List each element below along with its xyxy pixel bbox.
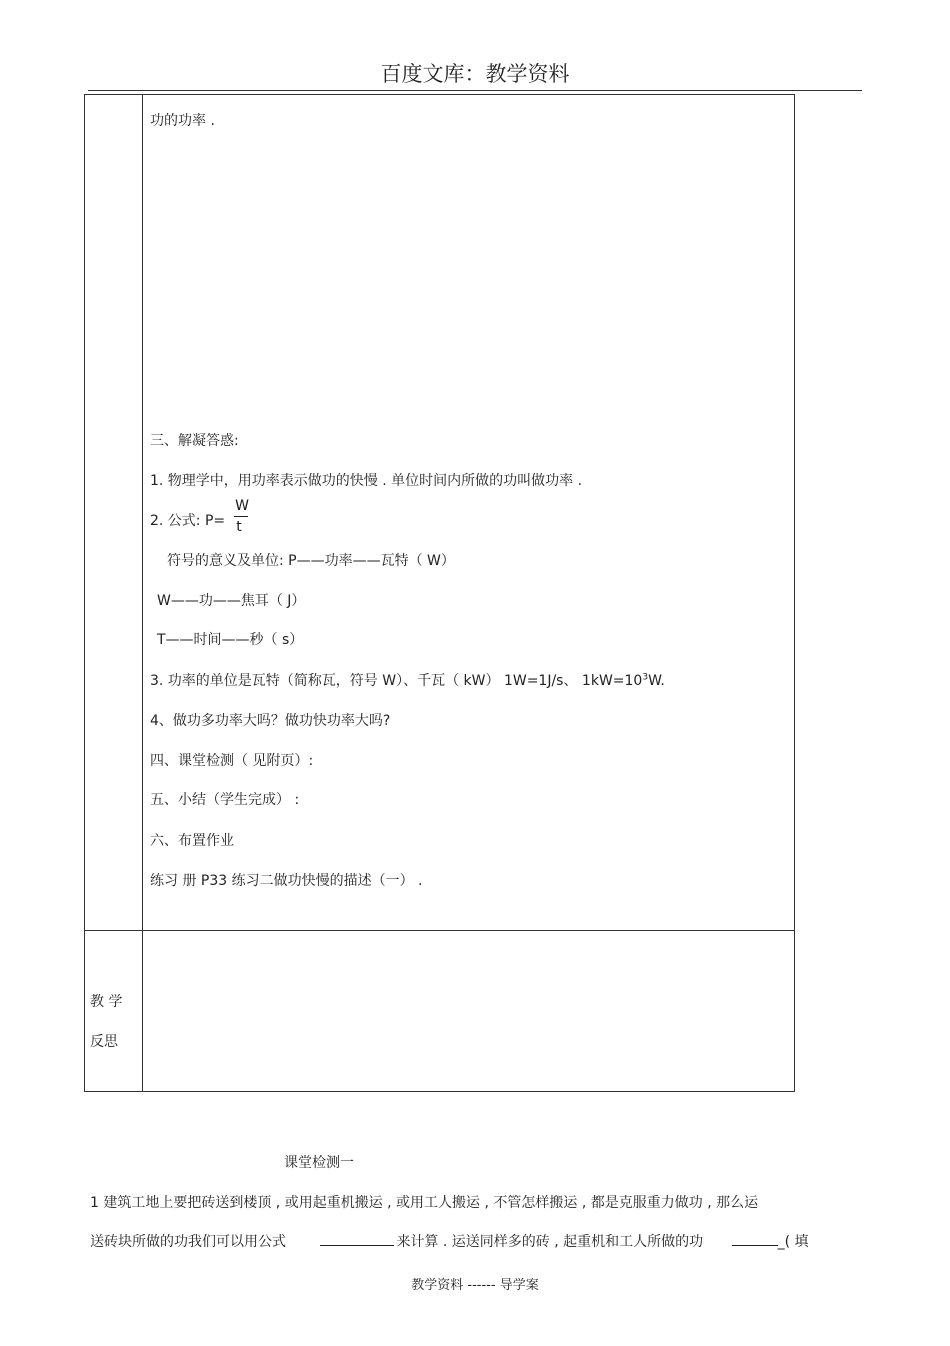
quiz-q1-text-c: _( 填 (777, 1234, 809, 1250)
table-border-top (84, 94, 795, 95)
section3-item2-label: 2. 公式: P= (150, 513, 226, 529)
section3-item3-end: W. (648, 673, 665, 689)
formula-numerator: W (235, 498, 249, 514)
homework-line: 练习 册 P33 练习二做功快慢的描述（一） . (150, 873, 423, 889)
section3-item1: 1. 物理学中，用功率表示做功的快慢 . 单位时间内所做的功叫做功率 . (150, 473, 583, 489)
symbol-w-line: W——功——焦耳（ J） (157, 593, 306, 609)
formula-fraction-bar (234, 516, 248, 517)
table-border-right (794, 94, 795, 1092)
symbols-intro: 符号的意义及单位: P——功率——瓦特（ W） (167, 553, 455, 569)
section3-item3 (150, 670, 665, 690)
table-column-divider (142, 94, 143, 1092)
section3-item3-superscript: 3 (642, 672, 649, 683)
reflection-label-line1: 教 学 (90, 994, 123, 1010)
content-line-power-of-work: 功的功率 . (150, 113, 215, 129)
section3-item4: 4、做功多功率大吗？做功快功率大吗? (150, 713, 391, 729)
section3-item3-text: 3. 功率的单位是瓦特（简称瓦，符号 W）、千瓦（ kW） 1W=1J/s、 1kW=10 (150, 673, 643, 689)
work-comparison-answer-blank[interactable] (732, 1231, 778, 1246)
section6-heading: 六、布置作业 (150, 833, 234, 849)
quiz-title: 课堂检测一 (284, 1155, 354, 1171)
header-rule (88, 90, 862, 91)
formula-answer-blank[interactable] (320, 1231, 394, 1246)
quiz-question1-line1: 1 建筑工地上要把砖送到楼顶 , 或用起重机搬运 , 或用工人搬运 , 不管怎样搬运 , 都是克服重力做功 , 那么运 (90, 1195, 759, 1211)
section5-heading: 五、小结（学生完成） : (150, 792, 300, 808)
table-border-left (84, 94, 85, 1092)
formula-denominator: t (236, 519, 242, 535)
quiz-q1-text-a: 送砖块所做的功我们可以用公式 (90, 1234, 286, 1250)
page-header-title: 百度文库：教学资料 (380, 62, 570, 86)
reflection-label-line2: 反思 (90, 1034, 118, 1050)
quiz-question1-line2 (90, 1231, 809, 1251)
section3-heading: 三、解凝答惑: (150, 433, 239, 449)
page-footer: 教学资料 ------ 导学案 (411, 1278, 539, 1293)
symbol-t-line: T——时间——秒（ s） (157, 632, 304, 648)
quiz-q1-text-b: 来计算 . 运送同样多的砖 , 起重机和工人所做的功 (396, 1234, 704, 1250)
table-border-bottom (84, 1091, 795, 1092)
section4-heading: 四、课堂检测（ 见附页）: (150, 753, 314, 769)
table-row-divider (84, 930, 795, 931)
